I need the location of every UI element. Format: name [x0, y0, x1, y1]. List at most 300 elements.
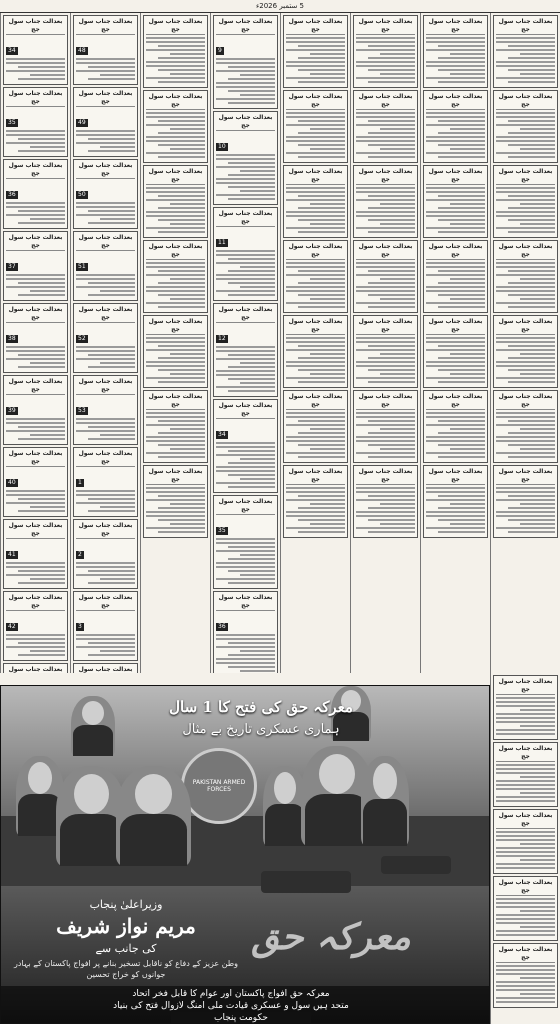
- notice-text-line: [368, 507, 415, 509]
- notice-text-line: [6, 58, 65, 60]
- notice-text-line: [438, 282, 485, 284]
- notice-text-line: [146, 491, 205, 493]
- notice-text-line: [368, 519, 415, 521]
- notice-text-line: [426, 211, 485, 213]
- notice-text-line: [496, 898, 555, 900]
- notice-text-line: [216, 250, 275, 252]
- notice-text-line: [496, 527, 555, 529]
- notice-text-line: [6, 418, 65, 420]
- notice-text-line: [426, 124, 485, 126]
- notice-heading: بعدالت جناب سول جج: [216, 18, 275, 35]
- notice-text-line: [216, 646, 275, 648]
- notice-number: 48: [78, 47, 86, 54]
- notice-text-line: [496, 906, 555, 908]
- notice-text-line: [216, 662, 275, 664]
- notice-text-line: [240, 478, 275, 480]
- notice-text-line: [496, 199, 555, 201]
- notice-text-line: [228, 462, 275, 464]
- notice-text-line: [286, 215, 345, 217]
- notice-text-line: [450, 353, 485, 355]
- notice-text-line: [298, 306, 345, 308]
- court-notice: [73, 591, 138, 661]
- notice-text-line: [356, 41, 415, 43]
- notice-text-line: [438, 132, 485, 134]
- notice-text-line: [496, 187, 555, 189]
- court-notice: [423, 240, 488, 313]
- notice-text-line: [496, 788, 555, 790]
- notice-text-line: [496, 930, 555, 932]
- notice-text-line: [438, 420, 485, 422]
- notice-text-line: [520, 792, 555, 794]
- notice-text-line: [356, 140, 415, 142]
- notice-text-line: [228, 558, 275, 560]
- notice-text-line: [496, 424, 555, 426]
- notice-text-line: [298, 507, 345, 509]
- notice-text-line: [426, 227, 485, 229]
- notice-text-line: [170, 523, 205, 525]
- notice-text-line: [6, 562, 65, 564]
- notice-heading: بعدالت جناب سول جج: [216, 498, 275, 515]
- notice-heading: بعدالت جناب سول جج: [496, 879, 555, 896]
- notice-text-line: [496, 768, 555, 770]
- notice-text-line: [426, 49, 485, 51]
- notice-text-line: [496, 855, 555, 857]
- notice-text-line: [286, 124, 345, 126]
- notice-text-line: [496, 922, 555, 924]
- notice-text-line: [496, 780, 555, 782]
- notice-number: 39: [8, 407, 16, 414]
- notice-text-line: [170, 223, 205, 225]
- notice-text-line: [496, 499, 555, 501]
- notice-text-line: [88, 138, 135, 140]
- notice-text-line: [298, 57, 345, 59]
- court-notice: [353, 315, 418, 388]
- notice-text-line: [286, 211, 345, 213]
- notice-text-line: [310, 373, 345, 375]
- notice-text-line: [496, 227, 555, 229]
- notice-text-line: [146, 65, 205, 67]
- notice-text-line: [240, 286, 275, 288]
- court-notice: [213, 15, 278, 109]
- notice-text-line: [158, 495, 205, 497]
- notice-text-line: [496, 262, 555, 264]
- notice-text-line: [310, 428, 345, 430]
- notice-text-line: [228, 570, 275, 572]
- notice-text-line: [146, 211, 205, 213]
- court-notice: [493, 675, 558, 740]
- notice-number: 41: [8, 551, 16, 558]
- notice-text-line: [6, 130, 65, 132]
- notice-text-line: [520, 373, 555, 375]
- notice-text-line: [450, 448, 485, 450]
- notice-text-line: [216, 154, 275, 156]
- notice-text-line: [30, 74, 65, 76]
- notice-text-line: [356, 187, 415, 189]
- notice-text-line: [496, 412, 555, 414]
- notice-text-line: [286, 436, 345, 438]
- notice-text-line: [76, 130, 135, 132]
- notice-text-line: [310, 448, 345, 450]
- notice-text-line: [496, 416, 555, 418]
- govt-punjab-label: حکومت پنجاب: [171, 1012, 311, 1024]
- notice-text-line: [520, 53, 555, 55]
- notice-text-line: [508, 432, 555, 434]
- notice-heading: بعدالت جناب سول جج: [76, 450, 135, 467]
- emblem-text: PAKISTAN ARMED FORCES: [192, 779, 246, 793]
- court-notice: [143, 15, 208, 88]
- notice-text-line: [88, 642, 135, 644]
- notice-text-line: [496, 981, 555, 983]
- notice-heading: بعدالت جناب سول جج: [76, 378, 135, 395]
- notice-text-line: [18, 570, 65, 572]
- notice-text-line: [286, 286, 345, 288]
- notice-text-line: [76, 70, 135, 72]
- notice-text-line: [216, 70, 275, 72]
- court-notice: [283, 315, 348, 388]
- notice-text-line: [438, 432, 485, 434]
- notice-text-line: [520, 448, 555, 450]
- notice-text-line: [368, 57, 415, 59]
- notice-text-line: [496, 733, 555, 735]
- notice-text-line: [298, 432, 345, 434]
- notice-text-line: [356, 487, 415, 489]
- notice-text-line: [438, 120, 485, 122]
- notice-text-line: [508, 531, 555, 533]
- notice-heading: بعدالت جناب سول جج: [216, 114, 275, 131]
- notice-text-line: [286, 424, 345, 426]
- notice-text-line: [286, 377, 345, 379]
- notice-heading: بعدالت جناب سول جج: [76, 522, 135, 539]
- notice-text-line: [508, 495, 555, 497]
- notice-text-line: [216, 562, 275, 564]
- ad-subhead: ہماری عسکری تاریخ بے مثال: [182, 722, 340, 737]
- notice-number: 37: [8, 263, 16, 270]
- court-notice: [3, 303, 68, 373]
- notice-text-line: [228, 198, 275, 200]
- notice-text-line: [146, 499, 205, 501]
- notice-text-line: [76, 490, 135, 492]
- notice-text-line: [310, 523, 345, 525]
- notice-text-line: [496, 918, 555, 920]
- notice-text-line: [426, 452, 485, 454]
- notice-text-line: [496, 152, 555, 154]
- ad-footer-line-1: معرکہ حق افواج پاکستان اور عوام کا قابل فخر اتحاد: [132, 989, 330, 999]
- notice-column: [210, 13, 280, 673]
- notice-text-line: [496, 191, 555, 193]
- notice-text-line: [298, 207, 345, 209]
- notice-text-line: [228, 78, 275, 80]
- notice-text-line: [508, 507, 555, 509]
- notice-text-line: [286, 487, 345, 489]
- notice-text-line: [6, 286, 65, 288]
- ad-calligraphy: معرکہ حق: [251, 916, 411, 958]
- notice-text-line: [76, 430, 135, 432]
- notice-text-line: [356, 124, 415, 126]
- notice-number: 9: [218, 47, 222, 54]
- notice-text-line: [298, 45, 345, 47]
- court-notice: [213, 399, 278, 493]
- notice-text-line: [216, 566, 275, 568]
- notice-text-line: [88, 294, 135, 296]
- notice-heading: بعدالت جناب سول جج: [496, 393, 555, 410]
- notice-text-line: [88, 78, 135, 80]
- notice-text-line: [286, 416, 345, 418]
- notice-heading: بعدالت جناب سول جج: [146, 93, 205, 110]
- notice-text-line: [158, 306, 205, 308]
- notice-text-line: [496, 717, 555, 719]
- notice-heading: بعدالت جناب سول جج: [496, 318, 555, 335]
- notice-text-line: [30, 578, 65, 580]
- court-notice: [73, 159, 138, 229]
- notice-text-line: [286, 112, 345, 114]
- notice-text-line: [496, 361, 555, 363]
- notice-text-line: [286, 491, 345, 493]
- notice-text-line: [520, 278, 555, 280]
- notice-text-line: [426, 436, 485, 438]
- notice-text-line: [216, 374, 275, 376]
- notice-text-line: [170, 353, 205, 355]
- notice-text-line: [426, 424, 485, 426]
- notice-text-line: [438, 219, 485, 221]
- notice-text-line: [6, 574, 65, 576]
- court-notice: [73, 303, 138, 373]
- notice-text-line: [356, 341, 415, 343]
- notice-text-line: [228, 390, 275, 392]
- notice-text-line: [146, 286, 205, 288]
- notice-text-line: [356, 112, 415, 114]
- notice-text-line: [228, 174, 275, 176]
- notice-heading: بعدالت جناب سول جج: [6, 450, 65, 467]
- notice-text-line: [508, 369, 555, 371]
- notice-text-line: [170, 128, 205, 130]
- notice-text-line: [6, 346, 65, 348]
- notice-text-line: [76, 638, 135, 640]
- notice-text-line: [496, 697, 555, 699]
- notice-text-line: [6, 358, 65, 360]
- notice-column: [0, 13, 70, 673]
- notice-heading: بعدالت جناب سول جج: [426, 168, 485, 185]
- notice-text-line: [286, 452, 345, 454]
- notice-text-line: [158, 81, 205, 83]
- notice-text-line: [426, 61, 485, 63]
- notice-text-line: [88, 510, 135, 512]
- notice-heading: بعدالت جناب سول جج: [286, 318, 345, 335]
- notice-text-line: [426, 361, 485, 363]
- notice-text-line: [286, 140, 345, 142]
- court-notice: [353, 165, 418, 238]
- notice-text-line: [286, 274, 345, 276]
- notice-text-line: [76, 422, 135, 424]
- ad-footer: [1, 986, 489, 1024]
- notice-text-line: [508, 357, 555, 359]
- notice-text-line: [158, 69, 205, 71]
- court-notice: [423, 315, 488, 388]
- notice-text-line: [146, 112, 205, 114]
- notice-text-line: [76, 634, 135, 636]
- notice-text-line: [368, 156, 415, 158]
- notice-text-line: [228, 282, 275, 284]
- notice-text-line: [438, 444, 485, 446]
- court-notice: [73, 519, 138, 589]
- notice-text-line: [228, 450, 275, 452]
- court-notice: [283, 15, 348, 88]
- notice-text-line: [496, 49, 555, 51]
- notice-text-line: [216, 454, 275, 456]
- notice-text-line: [438, 207, 485, 209]
- notice-text-line: [438, 381, 485, 383]
- notice-text-line: [216, 262, 275, 264]
- notice-text-line: [496, 274, 555, 276]
- notice-text-line: [240, 74, 275, 76]
- court-notice: [353, 15, 418, 88]
- notice-text-line: [6, 638, 65, 640]
- notice-text-line: [216, 538, 275, 540]
- notice-text-line: [158, 432, 205, 434]
- notice-text-line: [450, 128, 485, 130]
- notice-text-line: [438, 45, 485, 47]
- notice-text-line: [438, 357, 485, 359]
- notice-text-line: [380, 223, 415, 225]
- notice-text-line: [310, 298, 345, 300]
- notice-text-line: [356, 499, 415, 501]
- notice-heading: بعدالت جناب سول جج: [426, 318, 485, 335]
- notice-text-line: [368, 531, 415, 533]
- court-notice: [423, 165, 488, 238]
- notice-text-line: [100, 74, 135, 76]
- notice-text-line: [520, 859, 555, 861]
- notice-text-line: [240, 574, 275, 576]
- notice-text-line: [286, 515, 345, 517]
- notice-text-line: [426, 112, 485, 114]
- notice-text-line: [368, 144, 415, 146]
- notice-text-line: [286, 511, 345, 513]
- portrait-prime-minister: [116, 766, 191, 866]
- court-notice: [283, 240, 348, 313]
- notice-text-line: [368, 282, 415, 284]
- notice-text-line: [520, 503, 555, 505]
- notice-text-line: [380, 353, 415, 355]
- notice-text-line: [496, 440, 555, 442]
- ad-footer-line-2: متحد ہیں سول و عسکری قیادت ملی امنگ لازوال فتح کی بنیاد: [113, 1001, 349, 1011]
- notice-heading: بعدالت جناب سول جج: [286, 93, 345, 110]
- notice-heading: بعدالت جناب سول جج: [426, 18, 485, 35]
- notice-heading: بعدالت جناب سول جج: [356, 468, 415, 485]
- notice-text-line: [88, 582, 135, 584]
- notice-number: 49: [78, 119, 86, 126]
- notice-text-line: [356, 302, 415, 304]
- notice-text-line: [508, 81, 555, 83]
- tank-silhouette: [381, 856, 451, 874]
- notice-text-line: [88, 150, 135, 152]
- notice-text-line: [228, 378, 275, 380]
- notice-text-line: [228, 66, 275, 68]
- notice-text-line: [426, 511, 485, 513]
- notice-text-line: [380, 128, 415, 130]
- notice-heading: بعدالت جناب سول جج: [356, 393, 415, 410]
- notice-text-line: [18, 438, 65, 440]
- notice-heading: بعدالت جناب سول جج: [286, 243, 345, 260]
- notice-text-line: [496, 1001, 555, 1003]
- notice-heading: بعدالت جناب سول جج: [76, 18, 135, 35]
- notice-text-line: [18, 582, 65, 584]
- notice-text-line: [216, 370, 275, 372]
- notice-text-line: [6, 494, 65, 496]
- notice-text-line: [450, 223, 485, 225]
- right-notice-strip: [490, 673, 560, 1024]
- notice-number: 2: [78, 551, 82, 558]
- notice-text-line: [298, 345, 345, 347]
- notice-text-line: [426, 140, 485, 142]
- notice-text-line: [426, 487, 485, 489]
- notice-heading: بعدالت جناب سول جج: [356, 93, 415, 110]
- notice-text-line: [76, 418, 135, 420]
- notice-text-line: [216, 86, 275, 88]
- notice-text-line: [368, 294, 415, 296]
- notice-text-line: [146, 440, 205, 442]
- notice-text-line: [100, 506, 135, 508]
- notice-text-line: [368, 345, 415, 347]
- notice-text-line: [158, 120, 205, 122]
- court-notice: [493, 15, 558, 88]
- notice-column: [140, 13, 210, 673]
- notice-text-line: [496, 511, 555, 513]
- notice-text-line: [146, 116, 205, 118]
- notice-text-line: [228, 582, 275, 584]
- notice-text-line: [6, 142, 65, 144]
- notice-heading: بعدالت جناب سول جج: [146, 468, 205, 485]
- notice-text-line: [216, 158, 275, 160]
- notice-text-line: [228, 354, 275, 356]
- notice-text-line: [216, 442, 275, 444]
- notice-text-line: [496, 337, 555, 339]
- notice-text-line: [216, 346, 275, 348]
- notice-text-line: [508, 294, 555, 296]
- notice-text-line: [286, 152, 345, 154]
- notice-text-line: [158, 219, 205, 221]
- notice-text-line: [30, 650, 65, 652]
- notice-text-line: [426, 116, 485, 118]
- notice-text-line: [508, 270, 555, 272]
- notice-text-line: [356, 211, 415, 213]
- notice-text-line: [18, 426, 65, 428]
- court-notice: [73, 15, 138, 85]
- notice-text-line: [380, 373, 415, 375]
- notice-text-line: [240, 382, 275, 384]
- court-notice: [493, 390, 558, 463]
- notice-text-line: [438, 69, 485, 71]
- court-notice: [283, 390, 348, 463]
- notice-text-line: [286, 440, 345, 442]
- notice-text-line: [100, 362, 135, 364]
- notice-text-line: [356, 286, 415, 288]
- court-notice: [493, 876, 558, 941]
- notice-text-line: [100, 434, 135, 436]
- court-notice: [493, 315, 558, 388]
- notice-text-line: [216, 482, 275, 484]
- notice-text-line: [298, 381, 345, 383]
- notice-text-line: [368, 369, 415, 371]
- notice-column: [70, 13, 140, 673]
- notice-text-line: [286, 187, 345, 189]
- notice-text-line: [496, 701, 555, 703]
- notice-text-line: [146, 302, 205, 304]
- notice-text-line: [18, 222, 65, 224]
- notice-text-line: [240, 190, 275, 192]
- notice-text-line: [496, 515, 555, 517]
- portrait-poet: [71, 696, 115, 756]
- advertisement: [0, 685, 490, 1024]
- court-notice: [213, 111, 278, 205]
